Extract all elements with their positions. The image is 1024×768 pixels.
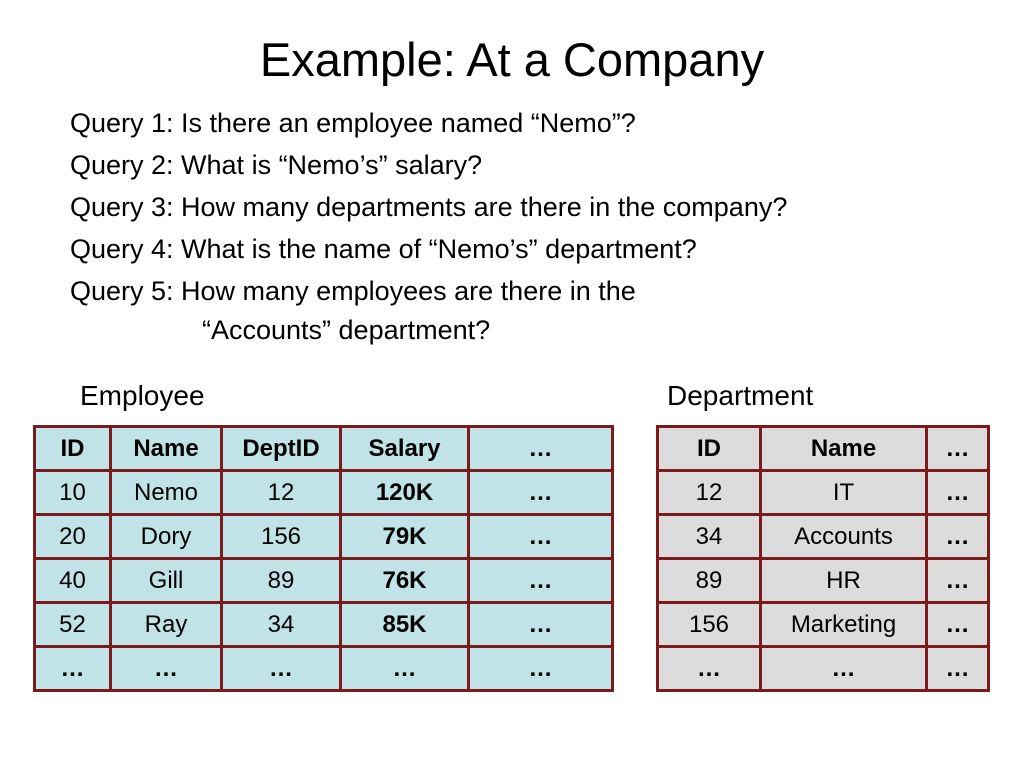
header-id: ID <box>658 427 761 471</box>
cell-more: … <box>927 559 989 603</box>
employee-table-caption: Employee <box>80 380 205 411</box>
query-3: Query 3: How many departments are there in the company? <box>70 192 788 222</box>
cell-deptid: 156 <box>222 515 341 559</box>
table-header-row <box>658 427 989 471</box>
header-more: … <box>469 427 613 471</box>
cell-id: 40 <box>35 559 111 603</box>
cell-salary: 120K <box>341 471 469 515</box>
query-5-continuation: “Accounts” department? <box>202 315 491 345</box>
cell-deptid: 12 <box>222 471 341 515</box>
cell-name: IT <box>761 471 927 515</box>
cell-id: 52 <box>35 603 111 647</box>
cell-id: 34 <box>658 515 761 559</box>
table-row <box>35 603 613 647</box>
cell-deptid: … <box>222 647 341 691</box>
cell-name: Marketing <box>761 603 927 647</box>
cell-id: 89 <box>658 559 761 603</box>
department-table-caption: Department <box>667 380 814 411</box>
cell-name: Gill <box>111 559 222 603</box>
cell-name: … <box>761 647 927 691</box>
cell-id: … <box>658 647 761 691</box>
cell-id: 156 <box>658 603 761 647</box>
table-row <box>35 515 613 559</box>
cell-id: 12 <box>658 471 761 515</box>
cell-more: … <box>927 603 989 647</box>
header-name: Name <box>761 427 927 471</box>
header-id: ID <box>35 427 111 471</box>
table-header-row <box>35 427 613 471</box>
table-row <box>35 559 613 603</box>
cell-more: … <box>927 647 989 691</box>
cell-name: Nemo <box>111 471 222 515</box>
cell-more: … <box>469 471 613 515</box>
cell-salary: 76K <box>341 559 469 603</box>
cell-id: 20 <box>35 515 111 559</box>
table-row <box>658 603 989 647</box>
table-row <box>658 471 989 515</box>
cell-salary: … <box>341 647 469 691</box>
cell-more: … <box>469 559 613 603</box>
table-row <box>658 559 989 603</box>
cell-id: 10 <box>35 471 111 515</box>
cell-id: … <box>35 647 111 691</box>
query-list <box>70 102 1010 348</box>
cell-deptid: 34 <box>222 603 341 647</box>
table-row <box>658 515 989 559</box>
cell-deptid: 89 <box>222 559 341 603</box>
cell-salary: 79K <box>341 515 469 559</box>
cell-more: … <box>469 603 613 647</box>
page-title: Example: At a Company <box>259 33 765 86</box>
query-5: Query 5: How many employees are there in the <box>70 276 636 306</box>
cell-more: … <box>469 647 613 691</box>
header-name: Name <box>111 427 222 471</box>
header-more: … <box>927 427 989 471</box>
cell-more: … <box>927 471 989 515</box>
cell-name: HR <box>761 559 927 603</box>
employee-table <box>33 425 614 692</box>
cell-more: … <box>927 515 989 559</box>
cell-name: Dory <box>111 515 222 559</box>
query-2: Query 2: What is “Nemo’s” salary? <box>70 150 483 180</box>
cell-name: Ray <box>111 603 222 647</box>
table-row <box>35 471 613 515</box>
cell-name: Accounts <box>761 515 927 559</box>
query-4: Query 4: What is the name of “Nemo’s” department? <box>70 234 697 264</box>
cell-salary: 85K <box>341 603 469 647</box>
table-row <box>658 647 989 691</box>
cell-more: … <box>469 515 613 559</box>
cell-name: … <box>111 647 222 691</box>
query-1: Query 1: Is there an employee named “Nemo”? <box>70 108 636 138</box>
department-table <box>656 425 990 692</box>
header-salary: Salary <box>341 427 469 471</box>
header-deptid: DeptID <box>222 427 341 471</box>
table-row <box>35 647 613 691</box>
